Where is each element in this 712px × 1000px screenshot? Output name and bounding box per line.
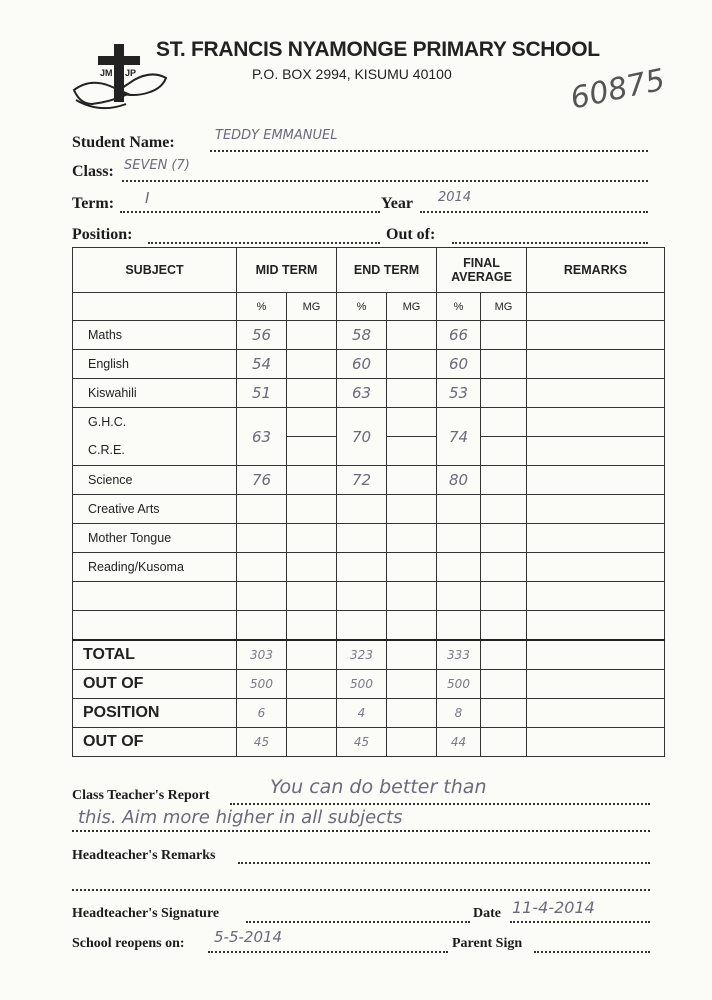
school-reopens-line [208, 951, 448, 953]
table-row [73, 350, 665, 379]
student-name-line [210, 150, 648, 152]
table-subheader-row [73, 293, 665, 321]
table-row-empty [73, 611, 665, 641]
mg-header: MG [287, 293, 337, 321]
table-row [73, 466, 665, 495]
end-term-score: 60 [337, 350, 387, 379]
end-term-out-of: 500 [337, 670, 387, 699]
term-value: I [145, 189, 150, 207]
subject-header: SUBJECT [73, 248, 237, 293]
pct-header: % [237, 293, 287, 321]
headteacher-remarks-label: Headteacher's Remarks [72, 848, 216, 863]
class-label: Class: [72, 163, 114, 180]
subject-name: Creative Arts [73, 495, 237, 524]
table-row [73, 321, 665, 350]
school-reopens-label: School reopens on: [72, 936, 185, 951]
position-label: Position: [72, 226, 133, 243]
class-teacher-comment-2: this. Aim more higher in all subjects [78, 807, 403, 828]
subject-name: English [73, 350, 237, 379]
cross-hands-logo-icon [70, 42, 170, 122]
mid-term-score: 54 [237, 350, 287, 379]
student-name-label: Student Name: [72, 134, 175, 151]
final-class-size: 44 [437, 728, 481, 757]
table-row [73, 408, 665, 437]
year-line [420, 211, 648, 213]
subject-name: Maths [73, 321, 237, 350]
summary-label: OUT OF [73, 670, 237, 699]
final-out-of: 500 [437, 670, 481, 699]
pct-header: % [337, 293, 387, 321]
remarks-cell [527, 321, 665, 350]
table-row [73, 553, 665, 582]
table-row [73, 524, 665, 553]
table-row [73, 495, 665, 524]
term-line [120, 211, 380, 213]
position-line [148, 242, 380, 244]
final-average-header: FINAL AVERAGE [437, 248, 527, 293]
year-value: 2014 [438, 190, 472, 205]
mid-term-score: 56 [237, 321, 287, 350]
subject-name: Kiswahili [73, 379, 237, 408]
class-line [122, 180, 648, 182]
end-term-score: 63 [337, 379, 387, 408]
final-score: 53 [437, 379, 481, 408]
final-score: 66 [437, 321, 481, 350]
mid-term-score: 51 [237, 379, 287, 408]
class-teacher-line-1 [230, 803, 650, 805]
class-teacher-comment-1: You can do better than [270, 776, 487, 798]
handwritten-number: 60875 [567, 62, 669, 117]
school-address: P.O. BOX 2994, KISUMU 40100 [252, 66, 452, 82]
headteacher-signature-line [246, 921, 470, 923]
term-label: Term: [72, 195, 115, 212]
results-table [72, 247, 665, 757]
summary-row-total [73, 640, 665, 670]
out-of-label: Out of: [386, 226, 436, 243]
headteacher-signature-label: Headteacher's Signature [72, 906, 220, 921]
mg-header: MG [387, 293, 437, 321]
parent-sign-line [534, 951, 650, 953]
end-term-score: 58 [337, 321, 387, 350]
mid-term-class-size: 45 [237, 728, 287, 757]
mid-term-score: 63 [237, 408, 287, 466]
remarks-cell [527, 408, 665, 437]
summary-row-position [73, 699, 665, 728]
empty-cell [527, 293, 665, 321]
final-total: 333 [437, 640, 481, 670]
remarks-cell [527, 437, 665, 466]
class-teacher-report-label: Class Teacher's Report [72, 788, 210, 803]
summary-label: POSITION [73, 699, 237, 728]
empty-cell [73, 293, 237, 321]
headteacher-remarks-line-2 [72, 889, 650, 891]
headteacher-remarks-line-1 [238, 862, 650, 864]
mid-term-total: 303 [237, 640, 287, 670]
remarks-cell [527, 379, 665, 408]
remarks-cell [527, 350, 665, 379]
end-term-score: 72 [337, 466, 387, 495]
date-value: 11-4-2014 [512, 898, 595, 917]
mid-term-header: MID TERM [237, 248, 337, 293]
table-row [73, 379, 665, 408]
subject-name: Science [73, 466, 237, 495]
mid-term-position: 6 [237, 699, 287, 728]
end-term-header: END TERM [337, 248, 437, 293]
remarks-cell [527, 466, 665, 495]
subject-name: C.R.E. [88, 443, 125, 457]
year-label: Year [381, 195, 413, 212]
class-teacher-line-2 [72, 830, 650, 832]
summary-row-out-of [73, 670, 665, 699]
summary-label: OUT OF [73, 728, 237, 757]
date-line [510, 921, 650, 923]
mid-term-out-of: 500 [237, 670, 287, 699]
summary-label: TOTAL [73, 640, 237, 670]
subject-name: Mother Tongue [73, 524, 237, 553]
subject-name-ghc-cre [73, 408, 237, 466]
subject-name: Reading/Kusoma [73, 553, 237, 582]
final-score: 74 [437, 408, 481, 466]
pct-header: % [437, 293, 481, 321]
end-term-position: 4 [337, 699, 387, 728]
end-term-score: 70 [337, 408, 387, 466]
end-term-total: 323 [337, 640, 387, 670]
student-name-value: TEDDY EMMANUEL [215, 128, 338, 143]
table-header-row [73, 248, 665, 293]
final-score: 80 [437, 466, 481, 495]
logo-text: JM JP [100, 68, 137, 78]
school-reopens-value: 5-5-2014 [214, 928, 283, 946]
school-name: ST. FRANCIS NYAMONGE PRIMARY SCHOOL [156, 38, 600, 61]
summary-row-out-of-class [73, 728, 665, 757]
subject-name: G.H.C. [88, 415, 127, 429]
final-score: 60 [437, 350, 481, 379]
table-row-empty [73, 582, 665, 611]
parent-sign-label: Parent Sign [452, 936, 523, 951]
final-position: 8 [437, 699, 481, 728]
date-label: Date [473, 906, 501, 921]
end-term-class-size: 45 [337, 728, 387, 757]
mg-header: MG [481, 293, 527, 321]
school-logo [70, 42, 170, 122]
mid-term-score: 76 [237, 466, 287, 495]
remarks-header: REMARKS [527, 248, 665, 293]
class-value: SEVEN (7) [124, 158, 190, 173]
out-of-line [452, 242, 648, 244]
